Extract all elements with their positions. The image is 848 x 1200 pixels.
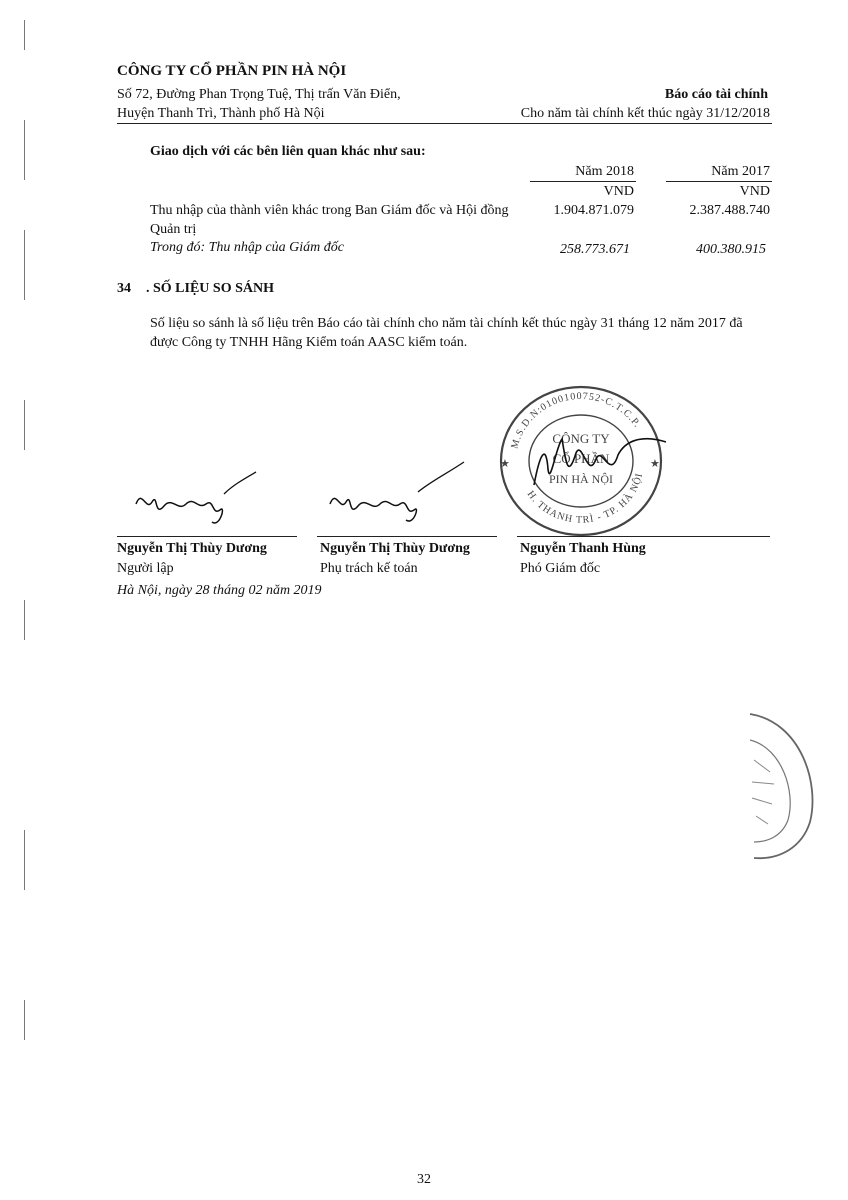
stamp-line2: CỔ PHẦN [552,451,610,466]
row-income-value-2018: 1.904.871.079 [553,203,634,218]
company-address-line2: Huyện Thanh Trì, Thành phố Hà Nội [117,106,325,121]
company-stamp [496,383,666,538]
partial-stamp-bleed [740,712,820,862]
column-header-2017: Năm 2017 [711,164,770,179]
scan-edge-mark [24,230,25,300]
scan-edge-mark [24,830,25,890]
row-director-value-2017: 400.380.915 [696,242,766,257]
stamp-star-left: ★ [500,458,510,470]
scan-edge-mark [24,1000,25,1040]
stamp-ring-text: M.S.D.N:0100100752-C.T.C.P. [509,390,643,450]
section-number: 34 [117,281,131,296]
scan-edge-mark [24,600,25,640]
scan-edge-mark [24,120,25,180]
row-income-label-line1: Thu nhập của thành viên khác trong Ban Giám đốc và Hội đồng [150,203,509,218]
scan-edge-mark [24,20,25,50]
stamp-bottom-text: H. THANH TRÌ - TP. HÀ NỘI [524,471,646,526]
stamp-line1: CÔNG TY [552,431,610,446]
section-paragraph-line1: Số liệu so sánh là số liệu trên Báo cáo tài chính cho năm tài chính kết thúc ngày 31 tháng 12 năm 2017 đã [150,316,743,331]
header-rule [117,123,772,124]
preparer-role: Người lập [117,561,174,576]
company-name: CÔNG TY CỔ PHẦN PIN HÀ NỘI [117,63,347,79]
signature-rule-director [517,536,770,537]
accountant-name: Nguyễn Thị Thùy Dương [320,541,470,556]
stamp-line3: PIN HÀ NỘI [549,472,613,486]
unit-2018: VND [603,184,634,199]
accountant-role: Phụ trách kế toán [320,561,418,576]
stamp-star-right: ★ [650,458,660,470]
director-name: Nguyễn Thanh Hùng [520,541,646,556]
preparer-name: Nguyễn Thị Thùy Dương [117,541,267,556]
row-director-value-2018: 258.773.671 [560,242,630,257]
column-rule-2018 [530,181,636,182]
row-income-label-line2: Quản trị [150,222,197,237]
signature-rule-accountant [317,536,497,537]
column-header-2018: Năm 2018 [575,164,634,179]
place-date: Hà Nội, ngày 28 tháng 02 năm 2019 [117,583,322,598]
report-title: Báo cáo tài chính [664,87,768,102]
section-title: . SỐ LIỆU SO SÁNH [146,281,274,296]
accountant-signature-drawing [320,456,480,526]
page-number: 32 [417,1172,431,1187]
report-period: Cho năm tài chính kết thúc ngày 31/12/2018 [520,106,770,121]
row-director-label: Trong đó: Thu nhập của Giám đốc [150,240,344,255]
signature-rule-preparer [117,536,297,537]
row-income-value-2017: 2.387.488.740 [689,203,770,218]
section-paragraph-line2: được Công ty TNHH Hãng Kiểm toán AASC kiểm toán. [150,335,468,350]
unit-2017: VND [739,184,770,199]
company-address-line1: Số 72, Đường Phan Trọng Tuệ, Thị trấn Văn Điển, [117,87,401,102]
preparer-signature-drawing [128,468,268,528]
column-rule-2017 [666,181,772,182]
scan-edge-mark [24,400,25,450]
director-role: Phó Giám đốc [520,561,601,576]
related-party-heading: Giao dịch với các bên liên quan khác như sau: [150,144,426,159]
